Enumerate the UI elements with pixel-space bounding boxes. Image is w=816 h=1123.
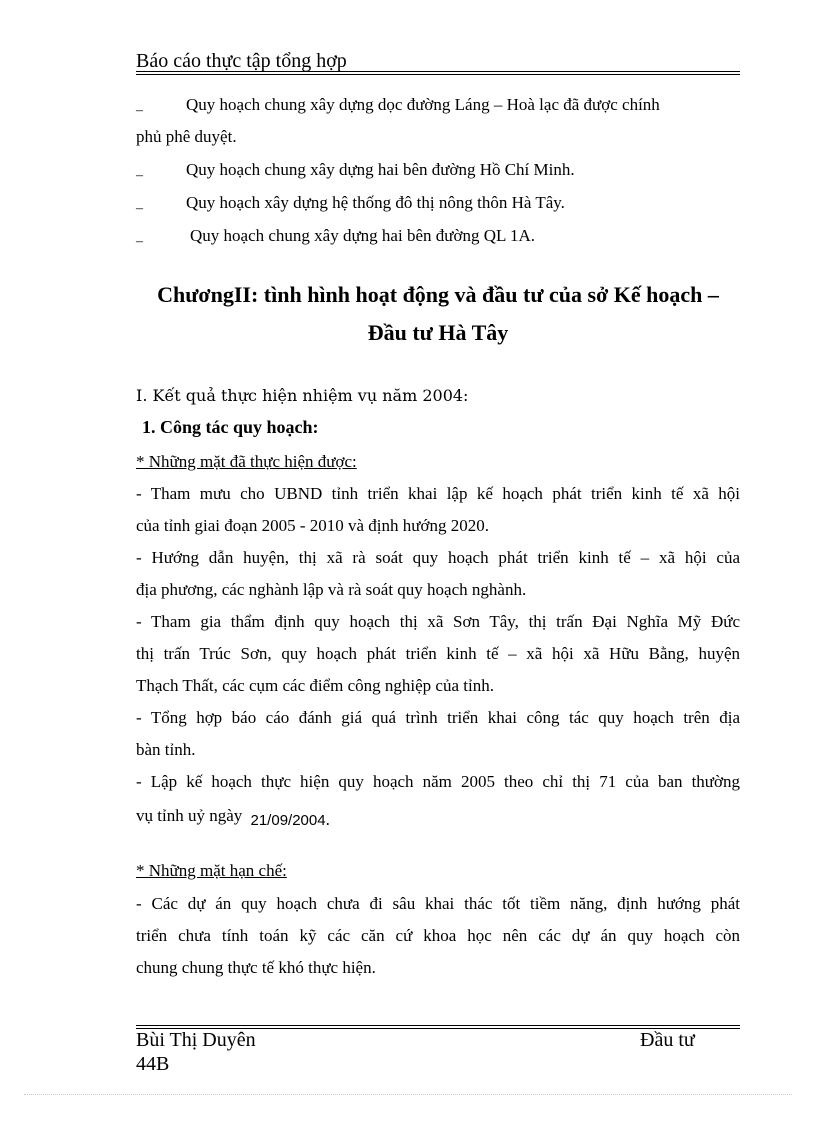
paragraph-line: của tỉnh giai đoạn 2005 - 2010 và định hướng 2020. (136, 516, 489, 535)
footer-author: Bùi Thị Duyên (136, 1029, 256, 1051)
paragraph-line: - Tham mưu cho UBND tỉnh triển khai lập kế hoạch phát triển kinh tế xã hội (136, 484, 740, 503)
paragraph-line: bàn tỉnh. (136, 740, 196, 759)
paragraph-line (136, 806, 330, 829)
paragraph-line: - Tổng hợp báo cáo đánh giá quá trình triển khai công tác quy hoạch trên địa (136, 708, 740, 727)
bullet-text: Quy hoạch xây dựng hệ thống đô thị nông thôn Hà Tây. (186, 193, 565, 212)
bullet-marker: – (136, 234, 143, 249)
footer-major: Đầu tư (640, 1029, 695, 1051)
bullet-marker: – (136, 168, 143, 183)
bullet-item (136, 193, 740, 221)
section-heading: I. Kết quả thực hiện nhiệm vụ năm 2004: (136, 386, 469, 405)
paragraph-line: chung chung thực tế khó thực hiện. (136, 958, 376, 977)
bullet-item (136, 226, 740, 254)
paragraph-line: triển chưa tính toán kỹ các căn cứ khoa học nên các dự án quy hoạch còn (136, 926, 740, 945)
chapter-title-line-1: ChươngII: tình hình hoạt động và đầu tư của sở Kế hoạch – (157, 282, 719, 307)
running-header-title: Báo cáo thực tập tổng hợp (136, 50, 347, 72)
bullet-text: Quy hoạch chung xây dựng hai bên đường Hồ Chí Minh. (186, 160, 575, 179)
bullet-item (136, 95, 740, 155)
footer-rule (136, 1025, 740, 1026)
bullet-item (136, 160, 740, 188)
date-value: 21/09/2004 (250, 812, 326, 829)
bullet-text-continuation: phủ phê duyệt. (136, 127, 237, 146)
page-boundary (24, 1094, 792, 1095)
header-rule-thin (136, 74, 740, 75)
paragraph-line: - Hướng dẫn huyện, thị xã rà soát quy hoạch phát triển kinh tế – xã hội của (136, 548, 740, 567)
paragraph-line: - Lập kế hoạch thực hiện quy hoạch năm 2005 theo chỉ thị 71 của ban thường (136, 772, 740, 791)
achievements-heading: * Những mặt đã thực hiện được: (136, 452, 357, 471)
footer-class: 44B (136, 1053, 170, 1075)
paragraph-line: Thạch Thất, các cụm các điểm công nghiệp của tỉnh. (136, 676, 494, 695)
paragraph-end: . (325, 810, 330, 829)
paragraph-line: địa phương, các nghành lập và rà soát quy hoạch nghành. (136, 580, 527, 599)
paragraph-line: - Tham gia thẩm định quy hoạch thị xã Sơn Tây, thị trấn Đại Nghĩa Mỹ Đức (136, 612, 740, 631)
bullet-text: Quy hoạch chung xây dựng dọc đường Láng – Hoà lạc đã được chính (186, 95, 660, 114)
bullet-marker: – (136, 103, 143, 118)
paragraph-line: thị trấn Trúc Sơn, quy hoạch phát triển kinh tế – xã hội xã Hữu Bằng, huyện (136, 644, 740, 663)
subsection-heading: 1. Công tác quy hoạch: (142, 417, 319, 437)
chapter-title-line-2: Đầu tư Hà Tây (367, 320, 509, 345)
header-rule (136, 71, 740, 72)
paragraph-text: vụ tỉnh uỷ ngày (136, 806, 243, 825)
paragraph-line: - Các dự án quy hoạch chưa đi sâu khai thác tốt tiềm năng, định hướng phát (136, 894, 740, 913)
limitations-heading: * Những mặt hạn chế: (136, 861, 287, 880)
bullet-marker: – (136, 201, 143, 216)
bullet-text: Quy hoạch chung xây dựng hai bên đường QL 1A. (190, 226, 535, 245)
